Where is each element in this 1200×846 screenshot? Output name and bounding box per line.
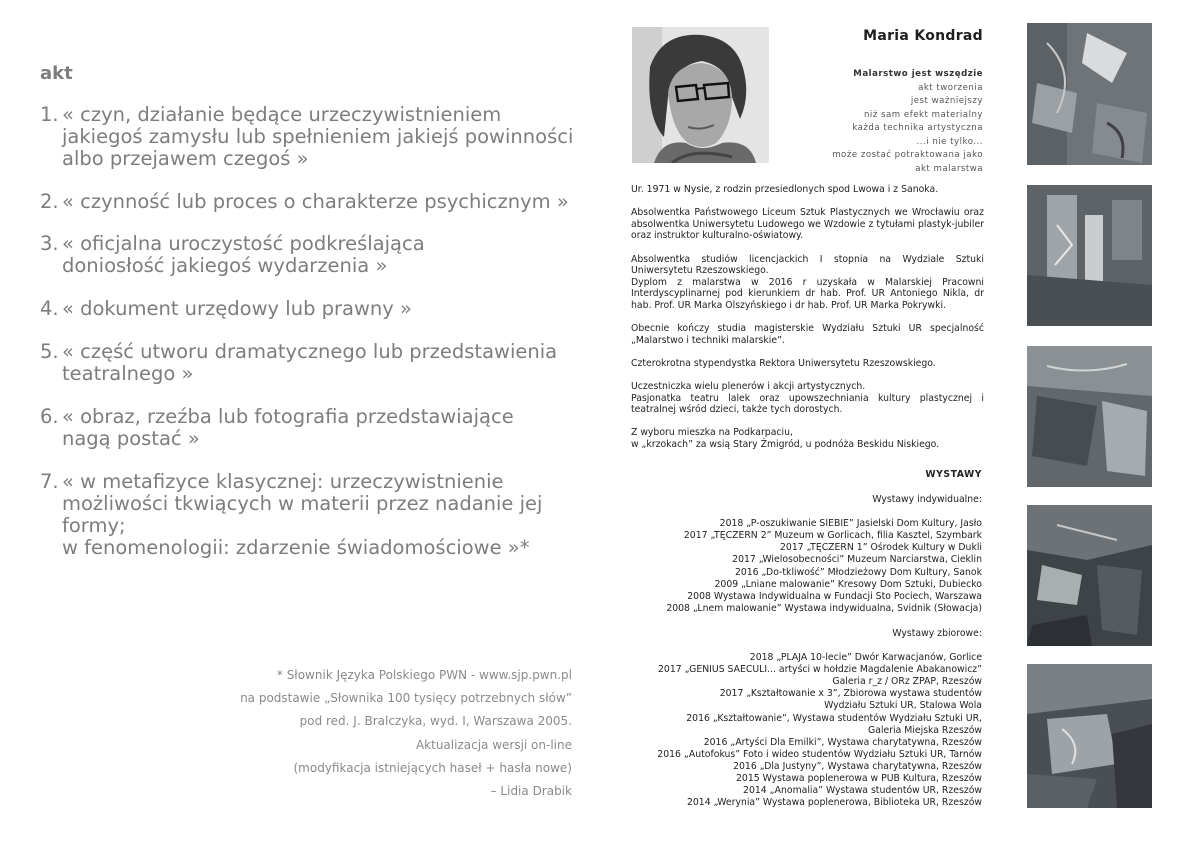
akt-heading: akt [40,63,73,84]
painting-image [1027,346,1152,487]
bio-paragraph: Obecnie kończy studia magisterskie Wydziału Sztuki UR specjalność „Malarstwo i techniki malarskie”. [631,323,984,346]
definition-item [40,471,600,559]
bio-paragraph: Absolwentka Państwowego Liceum Sztuk Plastycznych we Wrocławiu oraz absolwentka Uniwersytetu Ludowego we Wzdowie z tytułami plastyk-jubiler oraz instruktor kulturalno-oświatowy. [631,207,984,242]
painting-image [1027,505,1152,646]
bio-paragraph: Uczestniczka wielu plenerów i akcji artystycznych. Pasjonatka teatru lalek oraz upowszechniania kultury plastycznej i teatralnej wśród dzieci, także tych dorostych. [631,381,984,416]
exhibition-entry: 2017 „GENIUS SAECULI... artyści w hołdzie Magdalenie Abakanowicz” [658,664,982,676]
definition-number: 1. [40,103,59,126]
source-line: pod red. J. Bralczyka, wyd. I, Warszawa 2005. [299,714,572,729]
definition-item [40,191,600,213]
exhibition-entry: 2018 „PLAJA 10-lecie” Dwór Karwacjanów, Gorlice [749,652,982,664]
motto-line: ...i nie tylko... [916,136,983,147]
exhibitions-title: WYSTAWY [925,469,982,480]
artist-motto [780,68,983,176]
motto-line: każda technika artystyczna [852,123,983,133]
definition-text: « w metafizyce klasycznej: urzeczywistnienie możliwości tkwiących w materii przez nadanie jej formy; w fenomenologii: zdarzenie świadomościowe »* [62,470,543,559]
definition-item [40,104,600,170]
source-line: * Słownik Języka Polskiego PWN - www.sjp.pwn.pl [276,668,572,682]
definition-number: 3. [40,232,59,255]
motto-line: akt malarstwa [915,163,983,174]
exhibition-entry: 2008 Wystawa Indywidualna w Fundacji Sto Pociech, Warszawa [687,590,982,602]
painting-3 [1027,346,1152,487]
artist-portrait [632,27,769,163]
exhibition-entry: Galeria Miejska Rzeszów [868,724,982,736]
exhibition-entry: 2016 „Artyści Dla Emilki”, Wystawa charytatywna, Rzeszów [703,736,982,748]
exhibition-entry: 2016 „Do-tkliwość” Młodzieżowy Dom Kultury, Sanok [734,566,982,578]
bio-paragraph: Czterokrotna stypendystka Rektora Uniwersytetu Rzeszowskiego. [631,357,936,369]
definition-text: « czynność lub proces o charakterze psychicznym » [62,190,569,213]
artist-name: Maria Kondrad [863,28,983,44]
exhibition-entry: Galeria r_z / ORz ZPAP, Rzeszów [832,676,982,688]
exhibition-entry: 2018 „P-oszukiwanie SIEBIE” Jasielski Dom Kultury, Jasło [719,518,982,530]
artist-biography [631,184,984,462]
exhibition-entry: 2008 „Lnem malowanie” Wystawa indywidualna, Svidnik (Słowacja) [666,602,982,614]
definition-number: 5. [40,340,59,363]
source-line: – Lidia Drabik [490,784,572,799]
motto-line: jest ważniejszy [910,96,983,106]
painting-4 [1027,505,1152,646]
source-line: Aktualizacja wersji on-line [415,737,572,752]
definition-text: « oficjalna uroczystość podkreślająca doniosłość jakiegoś wydarzenia » [62,232,425,277]
exhibition-entry: 2014 „Werynia” Wystawa poplenerowa, Biblioteka UR, Rzeszów [686,797,982,809]
bio-paragraph: Z wyboru mieszka na Podkarpaciu, w „krzokach” za wsią Stary Żmigród, u podnóża Beskidu Niskiego. [631,427,940,451]
painting-1 [1027,23,1152,165]
exhibition-entry: 2016 „Dla Justyny”, Wystawa charytatywna, Rzeszów [733,760,982,772]
exhibition-entry: 2017 „Wielosobecności” Muzeum Narciarstwa, Cieklin [732,554,982,566]
individual-exhibitions-list [626,518,982,615]
painting-2 [1027,185,1152,326]
bio-paragraph: Absolwentka studiów licencjackich I stopnia na Wydziale Sztuki Uniwersytetu Rzeszowskiego. Dyplom z malarstwa w 2016 r uzyskała w Malarskiej Pracowni Interdyscyplinarnej pod kierunkiem dr hab. Prof. UR Antoniego Nikla, dr hab. Prof. UR Marka Olszyńskiego i dr hab. Prof. UR Marka Pokrywki. [631,253,984,311]
definition-number: 7. [40,470,59,493]
definition-text: « obraz, rzeźba lub fotografia przedstawiające nagą postać » [62,405,514,450]
source-line: (modyfikacja istniejących haseł + hasła nowe) [293,760,572,775]
motto-line: akt tworzenia [918,82,983,93]
portrait-image [632,27,769,163]
definition-item [40,298,600,320]
exhibition-entry: 2014 „Anomalia” Wystawa studentów UR, Rzeszów [743,785,982,797]
definition-item [40,341,600,385]
definition-item [40,233,600,277]
exhibitions-section [626,469,982,822]
motto-line: Malarstwo jest wszędzie [853,69,983,79]
painting-image [1027,23,1152,165]
exhibition-entry: 2016 „Autofokus” Foto i wideo studentów Wydziału Sztuki UR, Tarnów [657,748,982,760]
exhibition-entry: 2009 „Lniane malowanie” Kresowy Dom Sztuki, Dubiecko [714,578,982,590]
painting-5 [1027,664,1152,808]
exhibition-entry: Wydziału Sztuki UR, Stalowa Wola [824,700,982,712]
bio-paragraph: Ur. 1971 w Nysie, z rodzin przesiedlonych spod Lwowa i z Sanoka. [631,184,939,195]
exhibition-entry: 2017 „Kształtowanie x 3”, Zbiorowa wystawa studentów [719,688,982,700]
definition-text: « część utworu dramatycznego lub przedstawienia teatralnego » [62,340,558,385]
definition-list [40,104,600,580]
individual-exhibitions-label: Wystawy indywidualne: [872,494,982,506]
group-exhibitions-label: Wystawy zbiorowe: [892,627,982,639]
exhibition-entry: 2016 „Kształtowanie”, Wystawa studentów Wydziału Sztuki UR, [686,712,982,724]
definition-number: 4. [40,297,59,320]
source-line: na podstawie „Słownika 100 tysięcy potrzebnych słów” [240,691,572,706]
group-exhibitions-list [626,652,982,809]
definition-number: 2. [40,190,59,213]
definition-text: « dokument urzędowy lub prawny » [62,297,412,320]
dictionary-source [152,664,572,803]
painting-image [1027,664,1152,808]
motto-line: może zostać potraktowana jako [832,150,983,160]
definition-item [40,406,600,450]
exhibition-entry: 2015 Wystawa poplenerowa w PUB Kultura, Rzeszów [735,772,982,784]
exhibition-entry: 2017 „TĘCZERN 2” Muzeum w Gorlicach, filia Kasztel, Szymbark [683,530,982,542]
definition-number: 6. [40,405,59,428]
exhibition-entry: 2017 „TĘCZERN 1” Ośrodek Kultury w Dukli [779,542,982,554]
motto-line: niż sam efekt materialny [863,109,983,120]
definition-text: « czyn, działanie będące urzeczywistnieniem jakiegoś zamysłu lub spełnieniem jakiejś powinności albo przejawem czegoś » [62,103,574,170]
painting-image [1027,185,1152,326]
